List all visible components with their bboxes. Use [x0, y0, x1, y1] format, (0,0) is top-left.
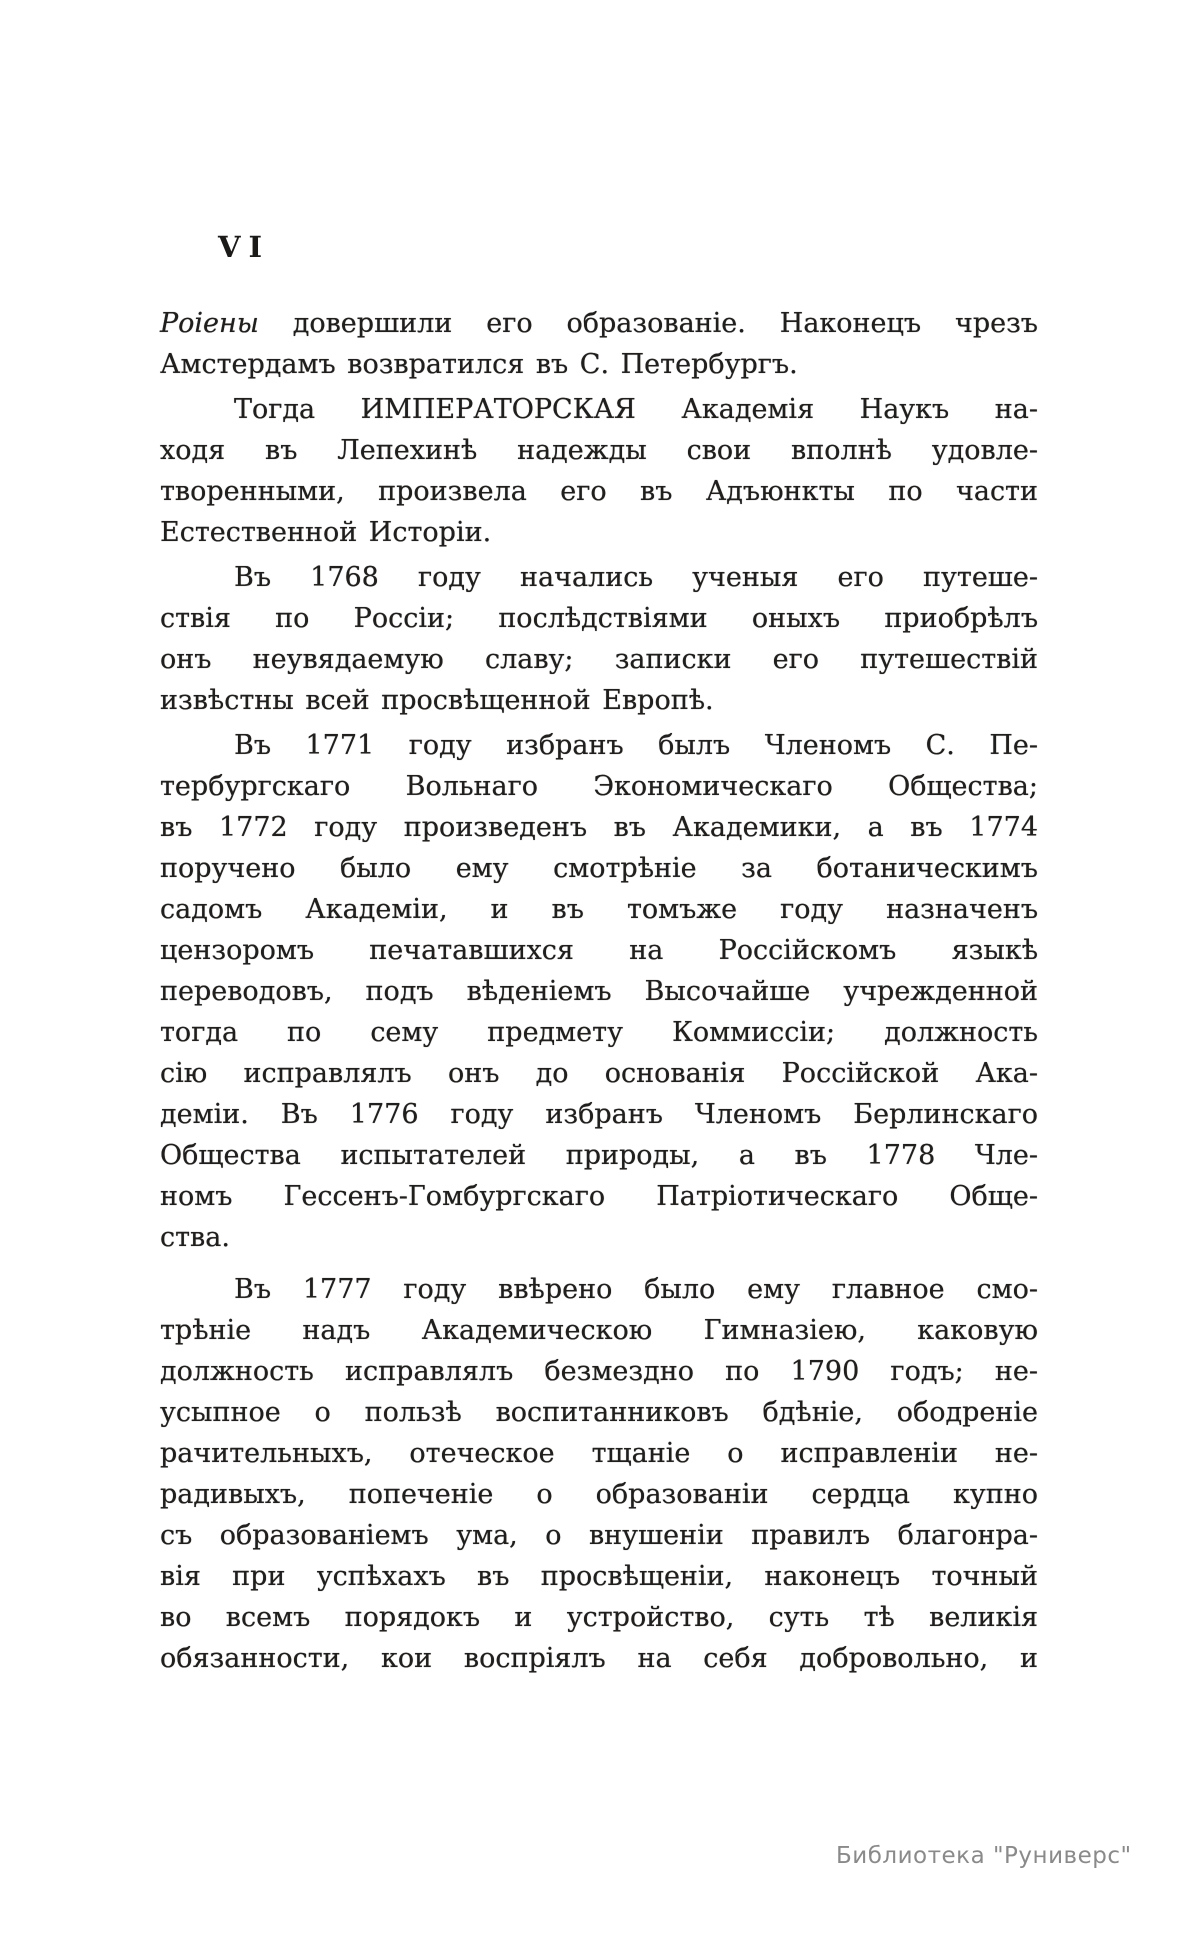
text-line: извѣстны всей просвѣщенной Европѣ. [160, 685, 714, 716]
text-line: сію исправлялъ онъ до основанія Россійской Ака- [160, 1058, 1038, 1089]
text-line: творенными, произвела его въ Адъюнкты по части [160, 476, 1038, 507]
library-watermark: Библиотека "Руниверс" [836, 1843, 1132, 1869]
text-line: трѣніе надъ Академическою Гимназіею, каковую [160, 1315, 1038, 1346]
text-line: тербургскаго Вольнаго Экономическаго Общества; [160, 771, 1038, 802]
text-line: радивыхъ, попеченіе о образованіи сердца купно [160, 1479, 1038, 1510]
text-line: обязанности, кои воспріялъ на себя добровольно, и [160, 1643, 1038, 1674]
text-line: Въ 1777 году ввѣрено было ему главное смо- [234, 1274, 1038, 1305]
text-line: номъ Гессенъ-Гомбургскаго Патріотическаго Обще- [160, 1181, 1038, 1212]
text-line: Тогда ИМПЕРАТОРСКАЯ Академія Наукъ на- [234, 394, 1038, 425]
text-line: ходя въ Лепехинѣ надежды свои вполнѣ удовле- [160, 435, 1038, 466]
text-line: ства. [160, 1222, 230, 1253]
text-line: въ 1772 году произведенъ въ Академики, а въ 1774 [160, 812, 1038, 843]
paragraph [160, 725, 1038, 1258]
text-line: вія при успѣхахъ въ просвѣщеніи, наконецъ точный [160, 1561, 1038, 1592]
text-line: Амстердамъ возвратился въ С. Петербургъ. [160, 349, 798, 380]
text-line: должность исправлялъ безмездно по 1790 годъ; не- [160, 1356, 1038, 1387]
text-line: тогда по сему предмету Коммиссіи; должность [160, 1017, 1038, 1048]
paragraph [160, 389, 1038, 553]
text-line: усыпное о пользѣ воспитанниковъ бдѣніе, ободреніе [160, 1397, 1038, 1428]
text-line: садомъ Академіи, и въ томъже году назначенъ [160, 894, 1038, 925]
text-line: рачительныхъ, отеческое тщаніе о исправленіи не- [160, 1438, 1038, 1469]
text-line: Естественной Исторіи. [160, 517, 492, 548]
text-line: съ образованіемъ ума, о внушеніи правилъ благонра- [160, 1520, 1038, 1551]
text-line: ствія по Россіи; послѣдствіями оныхъ приобрѣлъ [160, 603, 1038, 634]
text-line: во всемъ порядокъ и устройство, суть тѣ великія [160, 1602, 1038, 1633]
text-line: Въ 1768 году начались ученыя его путеше- [234, 562, 1038, 593]
text-line: Общества испытателей природы, а въ 1778 Чле- [160, 1140, 1038, 1171]
page-number: VI [218, 230, 271, 264]
text-line: деміи. Въ 1776 году избранъ Членомъ Берлинскаго [160, 1099, 1038, 1130]
paragraph [160, 1269, 1038, 1679]
text-line: Въ 1771 году избранъ былъ Членомъ С. Пе- [234, 730, 1038, 761]
paragraph [160, 557, 1038, 721]
italic-lead-word: Роіены [160, 308, 259, 339]
paragraph [160, 303, 1038, 385]
text-line: цензоромъ печатавшихся на Россійскомъ языкѣ [160, 935, 1038, 966]
text-line: переводовъ, подъ вѣденіемъ Высочайше учрежденной [160, 976, 1038, 1007]
page-text-block [160, 303, 1038, 1679]
text-line: Роіены довершили его образованіе. Наконецъ чрезъ [160, 308, 1038, 339]
text-line: онъ неувядаемую славу; записки его путешествій [160, 644, 1038, 675]
text-line: поручено было ему смотрѣніе за ботаническимъ [160, 853, 1038, 884]
